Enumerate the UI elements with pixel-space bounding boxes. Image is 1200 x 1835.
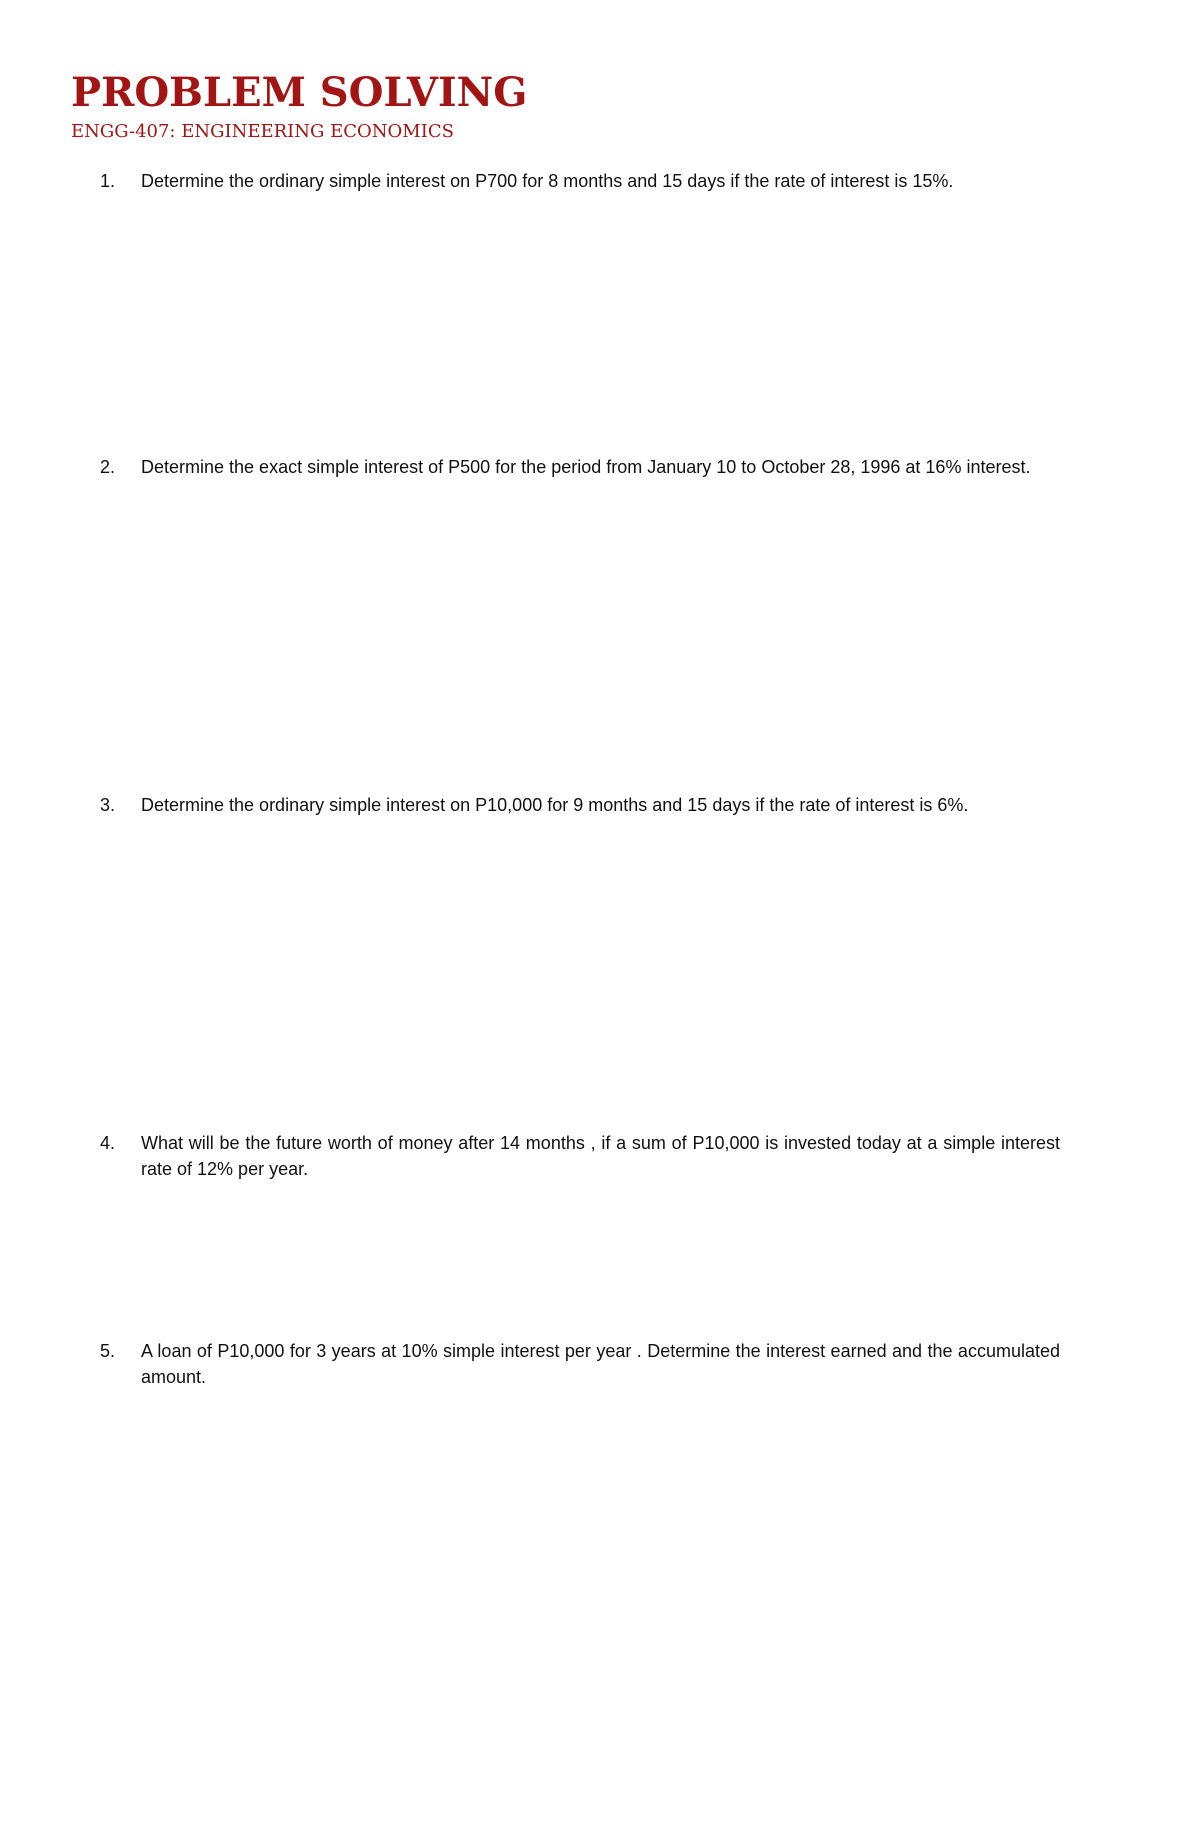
problem-text: A loan of P10,000 for 3 years at 10% simple interest per year . Determine the interest earned and the accumulated amount. [141,1341,1060,1387]
problem-item [100,454,1060,480]
problem-number: 2. [100,457,116,477]
problem-text: Determine the ordinary simple interest on P10,000 for 9 months and 15 days if the rate of interest is 6%. [141,795,969,815]
problem-text: Determine the exact simple interest of P500 for the period from January 10 to October 28, 1996 at 16% interest. [141,457,1031,477]
problem-number: 4. [100,1133,116,1153]
problem-text: What will be the future worth of money after 14 months , if a sum of P10,000 is invested today at a simple interest rate of 12% per year. [141,1133,1060,1179]
problem-item [100,1338,1060,1390]
problem-item [100,792,1060,818]
problem-item [100,168,1060,194]
course-subtitle: ENGG-407: ENGINEERING ECONOMICS [71,121,454,142]
problem-number: 1. [100,171,116,191]
problem-number: 3. [100,795,116,815]
problem-number: 5. [100,1341,116,1361]
page-title: PROBLEM SOLVING [71,69,528,116]
problem-item [100,1130,1060,1182]
problem-text: Determine the ordinary simple interest on P700 for 8 months and 15 days if the rate of interest is 15%. [141,171,954,191]
